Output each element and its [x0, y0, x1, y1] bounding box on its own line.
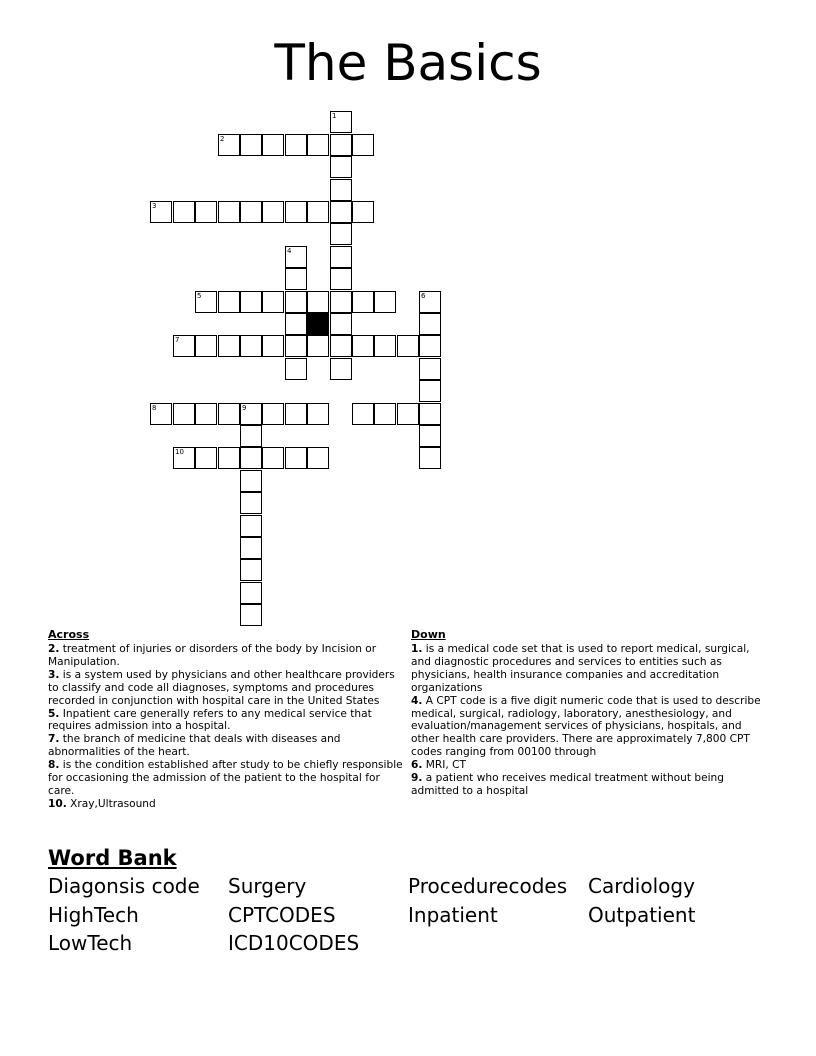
grid-cell[interactable]: [240, 515, 262, 537]
word-bank-item: CPTCODES: [228, 902, 336, 927]
grid-cell[interactable]: [330, 201, 352, 223]
clue-across-5: 5. Inpatient care generally refers to any medical service that requires admission into a hospital.: [48, 707, 372, 733]
grid-cell[interactable]: [240, 559, 262, 581]
clue-across-2: 2. treatment of injuries or disorders of the body by Incision or Manipulation.: [48, 643, 377, 668]
word-bank-item: HighTech: [48, 902, 139, 927]
grid-cell[interactable]: [374, 403, 396, 425]
grid-cell[interactable]: [330, 134, 352, 156]
word-bank-item: ICD10CODES: [228, 931, 360, 955]
clue-down-9: 9. a patient who receives medical treatment without being admitted to a hospital: [411, 772, 724, 797]
across-heading: Across: [48, 628, 90, 641]
grid-cell[interactable]: [419, 335, 441, 357]
grid-cell[interactable]: [307, 134, 329, 156]
grid-cell[interactable]: [307, 201, 329, 223]
grid-cell[interactable]: [173, 201, 195, 223]
word-bank-item: Diagonsis code: [48, 874, 200, 898]
grid-cell[interactable]: [285, 268, 307, 290]
word-bank-item: Procedurecodes: [408, 874, 568, 898]
page-title: The Basics: [274, 34, 542, 92]
grid-cell[interactable]: [285, 134, 307, 156]
clue-number: 4: [287, 247, 292, 255]
clue-down-6: 6. MRI, CT: [411, 759, 467, 772]
grid-cell[interactable]: [285, 291, 307, 313]
grid-cell[interactable]: [218, 291, 240, 313]
word-bank-item: LowTech: [48, 931, 133, 955]
word-bank-item: Inpatient: [408, 902, 498, 927]
grid-cell[interactable]: [330, 179, 352, 201]
word-bank-item: Outpatient: [588, 902, 696, 927]
clue-across-8: 8. is the condition established after study to be chiefly responsible for occasioning the admission of the patient to the hospital for care.: [48, 759, 403, 797]
grid-cell[interactable]: [330, 111, 352, 133]
clue-number: 2: [220, 135, 225, 143]
grid-cell[interactable]: [352, 201, 374, 223]
grid-cell[interactable]: [307, 447, 329, 469]
grid-cell[interactable]: [262, 447, 284, 469]
grid-cell[interactable]: [330, 268, 352, 290]
clue-down-1: 1. is a medical code set that is used to report medical, surgical, and diagnostic procedures and services to entities such as physicians, health insurance companies and accreditation organizations: [411, 643, 750, 694]
grid-cell[interactable]: [374, 291, 396, 313]
grid-cell[interactable]: [173, 335, 195, 357]
clue-number: 1: [332, 112, 337, 120]
grid-cell[interactable]: [240, 604, 262, 626]
grid-cell[interactable]: [419, 313, 441, 335]
grid-cell[interactable]: [330, 246, 352, 268]
grid-cell[interactable]: [240, 492, 262, 514]
word-bank-title: Word Bank: [48, 846, 177, 870]
grid-cell[interactable]: [240, 582, 262, 604]
grid-cell[interactable]: [218, 335, 240, 357]
grid-cell[interactable]: [218, 403, 240, 425]
grid-cell[interactable]: [195, 291, 217, 313]
grid-cell[interactable]: [330, 156, 352, 178]
grid-cell[interactable]: [240, 134, 262, 156]
grid-cell[interactable]: [285, 447, 307, 469]
grid-cell[interactable]: [240, 335, 262, 357]
grid-cell[interactable]: [285, 403, 307, 425]
word-bank-item: Surgery: [228, 874, 307, 898]
down-heading: Down: [411, 628, 446, 641]
grid-cell[interactable]: [262, 201, 284, 223]
clue-across-7: 7. the branch of medicine that deals with diseases and abnormalities of the heart.: [48, 733, 341, 759]
word-bank: [48, 872, 768, 958]
grid-cell[interactable]: [195, 335, 217, 357]
clue-across-3: 3. is a system used by physicians and other healthcare providers to classify and code all diagnoses, symptoms and procedures recorded in conjunction with hospital care in the United States: [48, 668, 395, 707]
grid-cell[interactable]: [262, 291, 284, 313]
grid-cell[interactable]: [285, 358, 307, 380]
grid-cell[interactable]: [262, 134, 284, 156]
clue-number: 5: [197, 292, 202, 300]
grid-cell[interactable]: [240, 425, 262, 447]
word-bank-item: Cardiology: [588, 874, 695, 898]
grid-cell[interactable]: [262, 403, 284, 425]
grid-cell[interactable]: [262, 335, 284, 357]
grid-cell[interactable]: [240, 201, 262, 223]
grid-cell[interactable]: [240, 537, 262, 559]
grid-cell[interactable]: [352, 291, 374, 313]
grid-cell[interactable]: [218, 447, 240, 469]
grid-cell[interactable]: [330, 358, 352, 380]
clue-number: 8: [152, 404, 157, 412]
grid-cell[interactable]: [397, 335, 419, 357]
grid-cell[interactable]: [195, 201, 217, 223]
grid-cell[interactable]: [397, 403, 419, 425]
clue-down-4: 4. A CPT code is a five digit numeric code that is used to describe medical, surgical, radiology, laboratory, anesthesiology, and evaluation/management services of physicians, hospitals, and other health care providers. There are approximately 7,800 CPT codes ranging from 00100 through: [411, 694, 761, 759]
grid-cell[interactable]: [240, 447, 262, 469]
grid-cell[interactable]: [173, 447, 195, 469]
clue-number: 9: [242, 404, 247, 412]
blocked-cell: [307, 313, 329, 335]
clue-number: 3: [152, 202, 157, 210]
grid-cell[interactable]: [352, 403, 374, 425]
grid-cell[interactable]: [419, 358, 441, 380]
grid-cell[interactable]: [330, 335, 352, 357]
grid-cell[interactable]: [285, 335, 307, 357]
grid-cell[interactable]: [285, 313, 307, 335]
grid-cell[interactable]: [285, 246, 307, 268]
grid-cell[interactable]: [307, 403, 329, 425]
grid-cell[interactable]: [330, 313, 352, 335]
down-clues: [411, 628, 763, 798]
grid-cell[interactable]: [285, 201, 307, 223]
grid-cell[interactable]: [218, 201, 240, 223]
grid-cell[interactable]: [150, 403, 172, 425]
clue-number: 7: [175, 336, 180, 344]
grid-cell[interactable]: [374, 335, 396, 357]
grid-cell[interactable]: [240, 403, 262, 425]
grid-cell[interactable]: [330, 291, 352, 313]
grid-cell[interactable]: [307, 335, 329, 357]
clue-across-10: 10. Xray,Ultrasound: [48, 797, 156, 810]
grid-cell[interactable]: [173, 403, 195, 425]
grid-cell[interactable]: [307, 291, 329, 313]
grid-cell[interactable]: [419, 291, 441, 313]
grid-cell[interactable]: [240, 291, 262, 313]
clue-number: 6: [421, 292, 426, 300]
grid-cell[interactable]: [419, 380, 441, 402]
grid-cell[interactable]: [419, 425, 441, 447]
across-clues: [48, 628, 408, 811]
grid-cell[interactable]: [150, 201, 172, 223]
grid-cell[interactable]: [419, 403, 441, 425]
grid-cell[interactable]: [195, 403, 217, 425]
grid-cell[interactable]: [352, 335, 374, 357]
grid-cell[interactable]: [419, 447, 441, 469]
clue-number: 10: [175, 448, 184, 456]
grid-cell[interactable]: [330, 223, 352, 245]
grid-cell[interactable]: [240, 470, 262, 492]
grid-cell[interactable]: [352, 134, 374, 156]
grid-cell[interactable]: [195, 447, 217, 469]
grid-cell[interactable]: [218, 134, 240, 156]
